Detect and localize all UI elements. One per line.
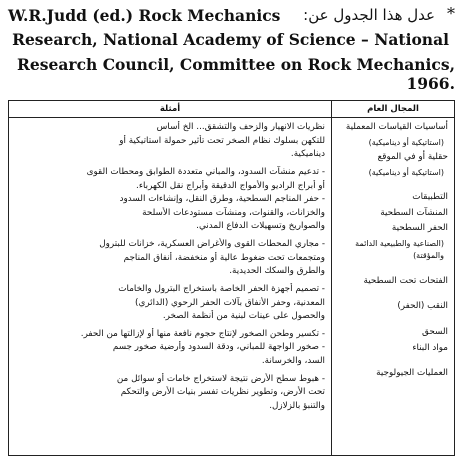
example-block <box>15 328 325 369</box>
domain-item: الفتحات تحت السطحية <box>363 275 448 286</box>
citation-line-3: Research Council, Committee on Rock Mechanics, 1966. <box>17 55 455 93</box>
example-line: والخزانات، والقنوات، ومنشآت مستودعات الأسلحة <box>142 207 325 218</box>
rock-mechanics-table <box>8 100 455 456</box>
domain-item: مواد البناء <box>412 342 448 353</box>
column-header-examples: أمثلة <box>9 101 332 118</box>
example-block <box>15 238 325 279</box>
example-line: تحت الأرض، وتطوير نظريات تفسر بنيات الأرض والتحكم <box>120 387 325 398</box>
domain-item: التطبيقات <box>412 192 448 203</box>
example-line: ديناميكية. <box>290 149 325 160</box>
examples-list <box>9 118 331 421</box>
domain-spacer <box>338 290 448 300</box>
domain-item: العمليات الجيولوجية <box>376 368 448 379</box>
example-line: - تدعيم منشآت السدود، والمباني متعددة الطوابق ومحطات القوى <box>86 166 325 177</box>
citation-author-title: W.R.Judd (ed.) Rock Mechanics <box>8 6 281 25</box>
domain-list <box>332 118 454 386</box>
column-header-domain: المجال العام <box>332 101 455 118</box>
example-line: والصواريخ وتسهيلات الدفاع المدني. <box>196 221 325 232</box>
domain-spacer <box>338 265 448 275</box>
examples-cell <box>9 118 332 456</box>
example-line: - تصميم أجهزة الحفر الخاصة باستخراج البترول والخامات <box>118 283 325 294</box>
domain-item: النقب (الحفر) <box>397 301 448 312</box>
example-block <box>15 166 325 234</box>
example-line: والطرق والسكك الحديدية. <box>229 266 325 277</box>
example-line: للتكهن بسلوك نظام الصخر تحت تأثير حمولة استاتيكية أو <box>119 135 325 146</box>
example-line: المعدنية، وحفر الأنفاق بآلات الحفر الرحوي (الدائري) <box>135 297 325 308</box>
example-line: نظريات الانهيار والزحف والتشقق... الخ أساس <box>156 122 325 132</box>
example-line: السد، والخرسانة. <box>261 356 325 366</box>
domain-item: المنشآت السطحية <box>380 207 448 218</box>
footnote-star: * <box>447 4 455 23</box>
example-line: والتنبؤ بالزلازل. <box>269 400 325 411</box>
domain-item: الحفر السطحية <box>391 223 448 234</box>
table-header-row <box>9 101 455 118</box>
domain-spacer <box>338 181 448 191</box>
domain-item: (الصناعية والطبيعية الدائمة والمؤقتة) <box>355 238 444 261</box>
citation-line-2: Research, National Academy of Science – National <box>12 30 449 49</box>
example-block <box>15 121 325 162</box>
example-line: ومتجمعات تحت ضغوط عالية أو منخفضة، أنفاق المناجم <box>123 252 325 263</box>
example-line: - مجاري المحطات القوى والأغراض العسكرية، خزانات للبترول <box>99 239 325 249</box>
domain-cell <box>332 118 455 456</box>
domain-item: أساسيات القياسات المعملية <box>345 122 448 132</box>
domain-spacer <box>338 316 448 326</box>
citation-line-1 <box>0 6 461 28</box>
example-line: - صخور الواجهة للمباني، ودقة السدود وأرضية صخور جسم <box>112 342 325 353</box>
example-block <box>15 283 325 324</box>
domain-item: السحق <box>422 326 448 337</box>
example-line: أو أبراج الراديو والأمواج الدقيقة وأبراج نقل الكهرباء. <box>136 180 325 191</box>
arabic-lead-text: عدل هذا الجدول عن: <box>303 6 435 24</box>
example-line: - تكسير وطحن الصخور لإنتاج حجوم نافعة منها أو لإزالتها من الحفر. <box>80 328 325 339</box>
domain-item: (استاتيكية أو ديناميكية) <box>368 167 444 177</box>
example-line: - حفر المناجم السطحية، وطرق النقل، وإنشاءات السدود <box>119 194 325 205</box>
domain-item: حقلية أو في الموقع <box>377 152 448 163</box>
example-line: والحصول على عينات لبنية من أنظمة الصخر. <box>162 311 325 322</box>
example-line: - هبوط سطح الأرض نتيجة لاستخراج خامات أو سوائل من <box>116 373 325 384</box>
table-body-row <box>9 118 455 456</box>
domain-spacer <box>338 357 448 367</box>
example-block <box>15 373 325 414</box>
domain-item: (استاتيكية أو ديناميكية) <box>368 137 444 147</box>
